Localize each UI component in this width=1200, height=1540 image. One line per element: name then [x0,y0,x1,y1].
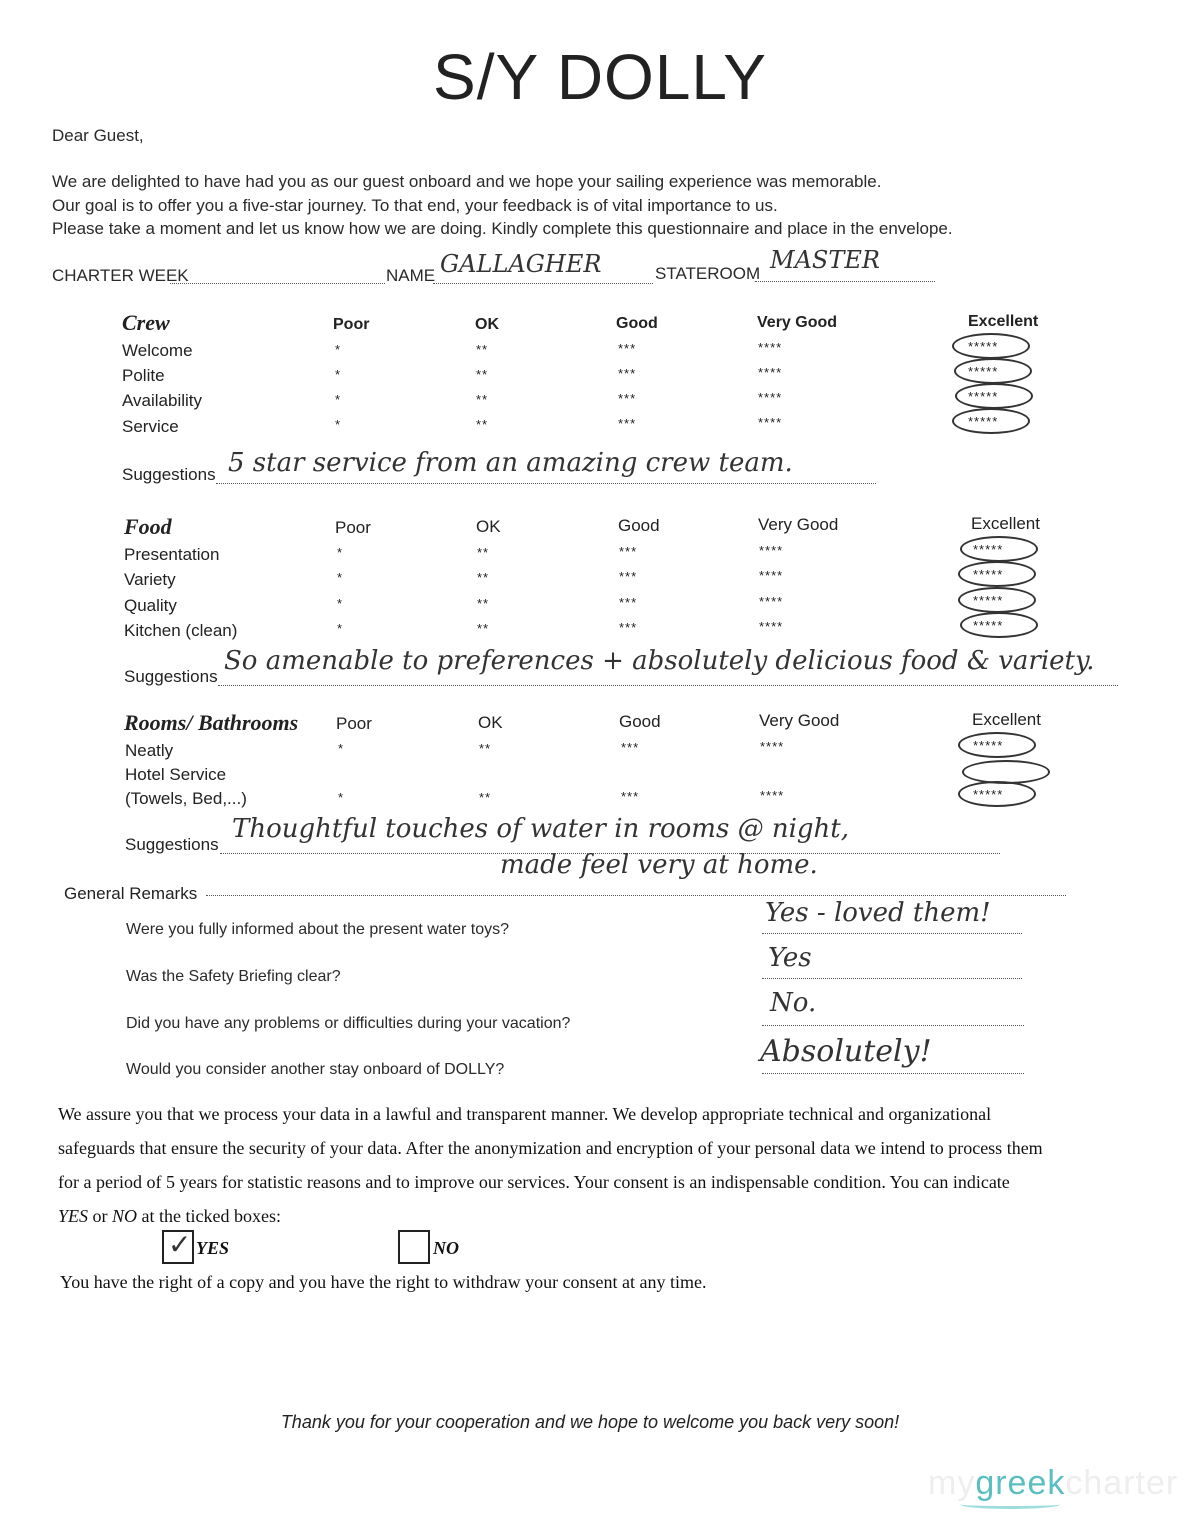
star-option-poor[interactable]: * [337,596,344,611]
star-option-excellent[interactable]: ***** [973,542,1004,557]
star-option-excellent[interactable]: ***** [968,339,999,354]
crew-item-welcome: Welcome [122,341,193,360]
star-option-good[interactable]: *** [618,366,637,381]
footer-thanks: Thank you for your cooperation and we hope to welcome you back very soon! [280,1412,900,1432]
section-title-crew: Crew [122,310,170,335]
stateroom-label: STATEROOM [655,264,761,283]
privacy-yes-word: YES [58,1206,89,1226]
star-option-poor[interactable]: * [335,417,342,432]
privacy-line-2: safeguards that ensure the security of your data. After the anonymization and encryption of your personal data we intend to process them [58,1138,1043,1158]
rating-header-excellent: Excellent [971,514,1040,533]
question-another-stay: Would you consider another stay onboard of DOLLY? [126,1061,505,1078]
selection-circle [958,732,1036,758]
rooms-item-hotel-service-detail: (Towels, Bed,...) [125,789,247,808]
star-option-ok[interactable]: ** [477,596,490,611]
food-item-variety: Variety [124,570,176,589]
consent-yes-label: YES [196,1238,230,1258]
intro-line-3: Please take a moment and let us know how we are doing. Kindly complete this questionnaire and place in the envelope. [52,219,953,238]
star-option-good[interactable]: *** [619,595,638,610]
rights-text: You have the right of a copy and you have the right to withdraw your consent at any time. [60,1272,707,1292]
privacy-line-4-rest: at the ticked boxes: [137,1206,281,1226]
star-option-poor[interactable]: * [337,570,344,585]
star-option-very-good[interactable]: **** [759,594,784,609]
greeting: Dear Guest, [52,126,144,145]
answer-field[interactable] [762,932,1022,934]
intro-line-1: We are delighted to have had you as our guest onboard and we hope your sailing experience was memorable. [52,172,882,191]
question-problems: Did you have any problems or difficulties during your vacation? [126,1015,571,1032]
answer-safety-briefing: Yes [768,943,812,973]
name-label: NAME [386,266,436,285]
food-item-quality: Quality [124,596,177,615]
checkmark-icon: ✓ [168,1229,192,1260]
rooms-suggestion-text-1: Thoughtful touches of water in rooms @ night, [232,814,849,844]
selection-circle [960,536,1038,562]
crew-item-service: Service [122,417,179,436]
name-value: GALLAGHER [440,250,602,278]
star-option-very-good[interactable]: **** [758,365,783,380]
general-remarks-label: General Remarks [64,884,198,903]
answer-problems: No. [770,988,817,1018]
star-option-very-good[interactable]: **** [758,415,783,430]
star-option-good[interactable]: *** [618,391,637,406]
section-title-rooms: Rooms/ Bathrooms [124,710,299,735]
star-option-ok[interactable]: ** [477,570,490,585]
crew-item-polite: Polite [122,366,165,385]
consent-no-checkbox[interactable] [398,1230,430,1264]
star-option-very-good[interactable]: **** [759,619,784,634]
rating-header-good: Good [619,712,661,731]
rating-header-ok: OK [476,517,501,536]
star-option-poor[interactable]: * [335,367,342,382]
star-option-poor[interactable]: * [337,621,344,636]
star-option-poor[interactable]: * [337,545,344,560]
answer-field[interactable] [762,977,1022,979]
watermark-prefix: my [928,1464,976,1502]
star-option-good[interactable]: *** [618,416,637,431]
rating-header-good: Good [618,516,660,535]
answer-water-toys: Yes - loved them! [765,898,991,928]
star-option-very-good[interactable]: **** [760,788,785,803]
star-option-ok[interactable]: ** [479,741,492,756]
intro-line-2: Our goal is to offer you a five-star journey. To that end, your feedback is of vital importance to us. [52,196,778,215]
star-option-very-good[interactable]: **** [759,543,784,558]
rooms-item-neatly: Neatly [125,741,174,760]
star-option-very-good[interactable]: **** [758,390,783,405]
charter-week-label: CHARTER WEEK [52,266,189,285]
rating-header-ok: OK [478,713,503,732]
question-safety-briefing: Was the Safety Briefing clear? [126,968,341,985]
rating-header-very-good: Very Good [758,515,839,534]
star-option-excellent[interactable]: ***** [973,738,1004,753]
privacy-line-1: We assure you that we process your data in a lawful and transparent manner. We develop appropriate technical and organizational [58,1104,992,1124]
rating-header-good: Good [616,315,658,332]
star-option-good[interactable]: *** [619,544,638,559]
selection-circle [954,358,1032,384]
star-option-ok[interactable]: ** [476,342,489,357]
answer-another-stay: Absolutely! [760,1034,932,1069]
charter-week-field[interactable] [170,282,385,284]
food-item-presentation: Presentation [124,545,220,564]
selection-circle [958,587,1036,613]
section-title-food: Food [124,514,172,539]
star-option-ok[interactable]: ** [477,545,490,560]
selection-circle [952,333,1030,359]
stateroom-field-line[interactable] [755,280,935,282]
crew-suggestion-text: 5 star service from an amazing crew team. [228,448,793,478]
star-option-ok[interactable]: ** [476,392,489,407]
rating-header-very-good: Very Good [759,711,840,730]
answer-field[interactable] [762,1072,1024,1074]
star-option-ok[interactable]: ** [476,367,489,382]
selection-circle [958,561,1036,587]
watermark-wave-icon [960,1500,1060,1509]
star-option-excellent[interactable]: ***** [968,364,999,379]
selection-circle [958,781,1036,807]
star-option-ok[interactable]: ** [477,621,490,636]
rating-header-poor: Poor [333,316,370,333]
star-option-poor[interactable]: * [335,342,342,357]
crew-suggestions-label: Suggestions [122,465,216,484]
selection-circle [952,408,1030,434]
answer-field[interactable] [762,1024,1024,1026]
consent-no-label: NO [433,1238,459,1258]
rating-header-poor: Poor [335,518,371,537]
rooms-item-hotel-service: Hotel Service [125,765,227,784]
star-option-very-good[interactable]: **** [760,739,785,754]
food-suggestions-field[interactable] [218,684,1118,686]
star-option-good[interactable]: *** [619,569,638,584]
star-option-good[interactable]: *** [618,341,637,356]
privacy-line-4 [58,1206,281,1227]
name-field-line[interactable] [433,282,653,284]
star-option-poor[interactable]: * [338,741,345,756]
food-suggestion-text: So amenable to preferences + absolutely delicious food & variety. [224,646,1095,676]
star-option-very-good[interactable]: **** [759,568,784,583]
star-option-ok[interactable]: ** [476,417,489,432]
document-title: S/Y DOLLY [433,41,767,113]
watermark-suffix: charter [1065,1464,1179,1502]
rooms-suggestions-label: Suggestions [125,835,219,854]
consent-yes-checkbox[interactable] [162,1230,194,1264]
rating-header-very-good: Very Good [757,314,838,331]
star-option-excellent[interactable]: ***** [973,593,1004,608]
privacy-no-word: NO [112,1206,138,1226]
general-remarks-field[interactable] [206,894,1066,896]
star-option-excellent[interactable]: ***** [973,787,1004,802]
selection-circle [960,612,1038,638]
star-option-excellent[interactable]: ***** [968,389,999,404]
stateroom-value: MASTER [770,246,880,274]
rating-header-excellent: Excellent [968,313,1039,330]
star-option-ok[interactable]: ** [479,790,492,805]
privacy-or-word: or [88,1206,113,1226]
food-item-kitchen: Kitchen (clean) [124,621,238,640]
selection-circle [955,383,1033,409]
rooms-suggestion-text-2: made feel very at home. [500,850,818,880]
question-water-toys: Were you fully informed about the present water toys? [126,921,510,938]
star-option-very-good[interactable]: **** [758,340,783,355]
watermark-logo [928,1464,1178,1503]
rating-header-poor: Poor [336,714,372,733]
food-suggestions-label: Suggestions [124,667,218,686]
star-option-good[interactable]: *** [621,740,640,755]
star-option-poor[interactable]: * [338,790,345,805]
rating-header-excellent: Excellent [972,710,1041,729]
star-option-poor[interactable]: * [335,392,342,407]
crew-suggestions-field[interactable] [216,482,876,484]
star-option-excellent[interactable]: ***** [973,618,1004,633]
star-option-good[interactable]: *** [619,620,638,635]
star-option-excellent[interactable]: ***** [973,567,1004,582]
star-option-good[interactable]: *** [621,789,640,804]
watermark-brand: greek [975,1464,1066,1502]
star-option-excellent[interactable]: ***** [968,414,999,429]
privacy-line-3: for a period of 5 years for statistic reasons and to improve our services. Your consent is an indispensable condition. You can indicate [58,1172,1010,1192]
rating-header-ok: OK [475,316,499,333]
crew-item-availability: Availability [122,391,203,410]
